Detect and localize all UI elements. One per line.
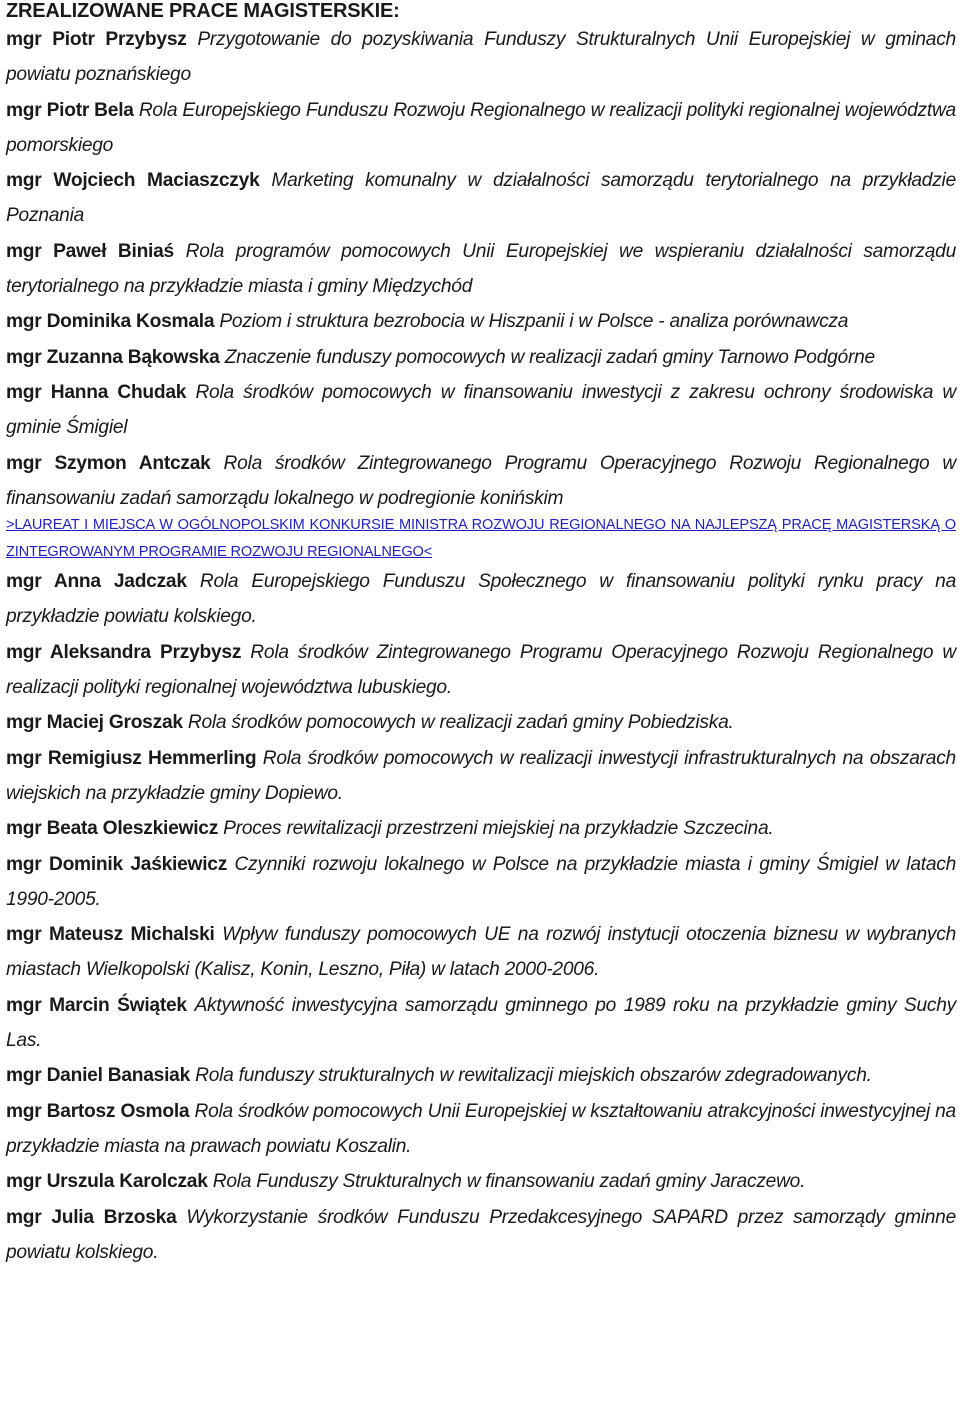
page-heading: ZREALIZOWANE PRACE MAGISTERSKIE: xyxy=(6,0,400,22)
thesis-title: Rola Funduszy Strukturalnych w finansowaniu zadań gminy Jaraczewo. xyxy=(212,1171,806,1193)
author-name: mgr Paweł Biniaś xyxy=(6,240,174,262)
thesis-entry xyxy=(6,304,956,339)
thesis-entry xyxy=(6,847,956,918)
author-name: mgr Anna Jadczak xyxy=(6,571,187,593)
author-name: mgr Aleksandra Przybysz xyxy=(6,641,242,663)
thesis-entry xyxy=(6,635,956,706)
thesis-title: Rola środków pomocowych w realizacji zadań gminy Pobiedziska. xyxy=(187,712,734,734)
thesis-title: Czynniki rozwoju lokalnego w Polsce na przykładzie miasta i gminy Śmigiel w latach 1990-2005. xyxy=(6,853,957,910)
author-name: mgr Urszula Karolczak xyxy=(6,1171,208,1193)
author-name: mgr Hanna Chudak xyxy=(6,381,187,403)
thesis-title: Proces rewitalizacji przestrzeni miejskiej na przykładzie Szczecina. xyxy=(223,818,774,840)
thesis-entry xyxy=(6,811,956,846)
thesis-entry xyxy=(6,446,956,567)
thesis-entry xyxy=(6,1200,956,1271)
author-name: mgr Dominika Kosmala xyxy=(6,311,215,333)
author-name: mgr Maciej Groszak xyxy=(6,712,183,734)
thesis-list xyxy=(6,22,956,1270)
thesis-entry xyxy=(6,1164,956,1199)
thesis-title: Przygotowanie do pozyskiwania Funduszy Strukturalnych Unii Europejskiej w gminach powiatu poznańskiego xyxy=(6,29,956,86)
author-name: mgr Piotr Przybysz xyxy=(6,29,187,50)
thesis-title: Rola środków Zintegrowanego Programu Operacyjnego Rozwoju Regionalnego w finansowaniu zadań samorządu lokalnego w podregionie konińskim xyxy=(6,452,956,509)
thesis-title: Poziom i struktura bezrobocia w Hiszpanii i w Polsce - analiza porównawcza xyxy=(219,311,849,333)
thesis-entry xyxy=(6,163,956,234)
author-name: mgr Wojciech Maciaszczyk xyxy=(6,170,260,192)
thesis-entry xyxy=(6,917,956,988)
thesis-entry xyxy=(6,93,956,164)
thesis-title: Rola funduszy strukturalnych w rewitalizacji miejskich obszarów zdegradowanych. xyxy=(195,1065,872,1087)
author-name: mgr Zuzanna Bąkowska xyxy=(6,346,220,368)
thesis-entry xyxy=(6,741,956,812)
author-name: mgr Bartosz Osmola xyxy=(6,1100,190,1122)
thesis-title: Marketing komunalny w działalności samorządu terytorialnego na przykładzie Poznania xyxy=(6,170,956,227)
author-name: mgr Szymon Antczak xyxy=(6,452,211,474)
thesis-entry xyxy=(6,1094,956,1165)
thesis-entry xyxy=(6,340,956,375)
thesis-entry xyxy=(6,988,956,1059)
thesis-title: Rola środków pomocowych w finansowaniu inwestycji z zakresu ochrony środowiska w gminie Śmigiel xyxy=(6,381,956,439)
thesis-entry xyxy=(6,564,956,635)
author-name: mgr Remigiusz Hemmerling xyxy=(6,747,257,769)
thesis-title: Znaczenie funduszy pomocowych w realizacji zadań gminy Tarnowo Podgórne xyxy=(224,346,875,368)
author-name: mgr Piotr Bela xyxy=(6,99,134,121)
thesis-title: Rola środków Zintegrowanego Programu Operacyjnego Rozwoju Regionalnego w realizacji polityki regionalnej województwa lubuskiego. xyxy=(6,641,956,699)
author-name: mgr Mateusz Michalski xyxy=(6,924,215,946)
thesis-title: Wpływ funduszy pomocowych UE na rozwój instytucji otoczenia biznesu w wybranych miastach Wielkopolski (Kalisz, Konin, Leszno, Piła) w latach 2000-2006. xyxy=(6,924,957,981)
thesis-title: Aktywność inwestycyjna samorządu gminnego po 1989 roku na przykładzie gminy Suchy Las. xyxy=(6,994,957,1052)
author-name: mgr Marcin Świątek xyxy=(6,994,187,1016)
award-link[interactable]: >LAUREAT I MIEJSCA W OGÓLNOPOLSKIM KONKURSIE MINISTRA ROZWOJU REGIONALNEGO NA NAJLEPSZĄ PRACĘ MAGISTERSKĄ O ZINTEGROWANYM PROGRAMIE ROZWOJU REGIONALNEGO< xyxy=(6,517,956,561)
author-name: mgr Dominik Jaśkiewicz xyxy=(6,853,228,875)
thesis-title: Wykorzystanie środków Funduszu Przedakcesyjnego SAPARD przez samorządy gminne powiatu kolskiego. xyxy=(6,1206,956,1263)
thesis-title: Rola środków pomocowych w realizacji inwestycji infrastrukturalnych na obszarach wiejskich na przykładzie gminy Dopiewo. xyxy=(6,747,956,804)
thesis-title: Rola Europejskiego Funduszu Społecznego w finansowaniu polityki rynku pracy na przykładzie powiatu kolskiego. xyxy=(6,571,956,628)
author-name: mgr Beata Oleszkiewicz xyxy=(6,818,219,840)
thesis-entry xyxy=(6,705,956,740)
thesis-title: Rola programów pomocowych Unii Europejskiej we wspieraniu działalności samorządu terytorialnego na przykładzie miasta i gminy Międzychód xyxy=(6,240,956,298)
author-name: mgr Daniel Banasiak xyxy=(6,1065,191,1087)
author-name: mgr Julia Brzoska xyxy=(6,1206,177,1228)
thesis-entry xyxy=(6,375,956,446)
document-page xyxy=(6,0,956,1270)
thesis-title: Rola środków pomocowych Unii Europejskiej w kształtowaniu atrakcyjności inwestycyjnej na przykładzie miasta na prawach powiatu Koszalin. xyxy=(6,1100,956,1157)
thesis-title: Rola Europejskiego Funduszu Rozwoju Regionalnego w realizacji polityki regionalnej województwa pomorskiego xyxy=(6,99,956,156)
thesis-entry xyxy=(6,1058,956,1093)
thesis-entry xyxy=(6,22,956,93)
thesis-entry xyxy=(6,234,956,305)
